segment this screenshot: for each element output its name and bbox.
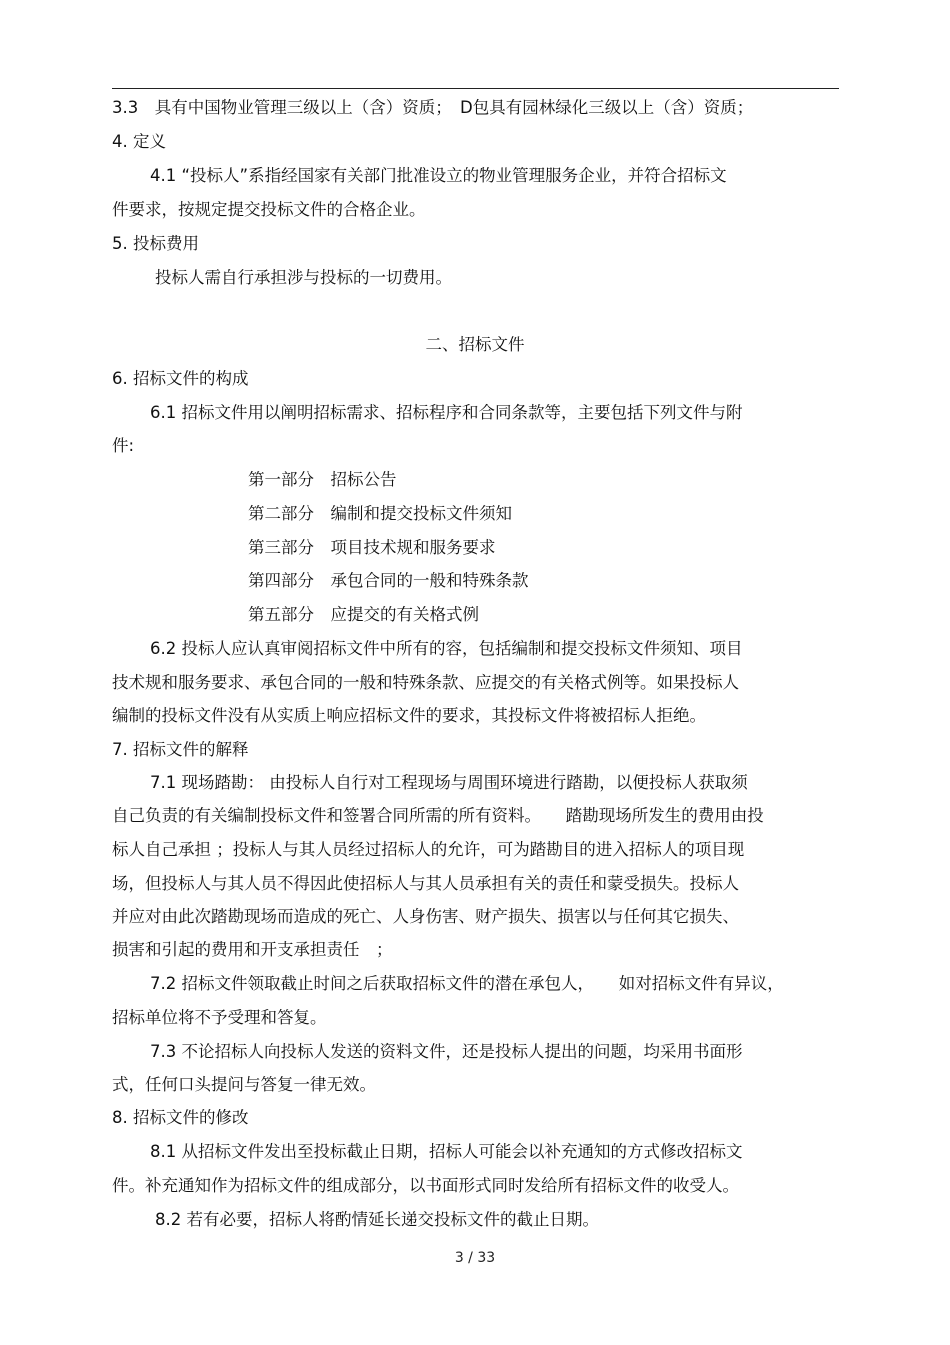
text-line-7-3-cont: 式，任何口头提问与答复一律无效。 [112, 1075, 376, 1094]
text-line-7-2-cont: 招标单位将不予受理和答复。 [112, 1008, 327, 1027]
page-number: 3 / 33 [454, 1250, 496, 1266]
text-line-6-2-cont-1: 技术规和服务要求、承包合同的一般和特殊条款、应提交的有关格式例等。如果投标人 [112, 673, 739, 692]
section-heading-7: 7. 招标文件的解释 [112, 740, 249, 759]
text-line-8-2: 8.2 若有必要，招标人将酌情延长递交投标文件的截止日期。 [155, 1210, 599, 1229]
text-line-6-1-cont: 件: [112, 436, 135, 455]
text-line-8-1-cont: 件。补充通知作为招标文件的组成部分，以书面形式同时发给所有招标文件的收受人。 [112, 1176, 739, 1195]
part-list-item-1: 第一部分 招标公告 [248, 470, 397, 489]
text-line-7-1-cont-5: 损害和引起的费用和开支承担责任 ； [112, 940, 393, 959]
text-line-4-1-cont: 件要求，按规定提交投标文件的合格企业。 [112, 200, 426, 219]
text-line-7-1-cont-3: 场，但投标人与其人员不得因此使招标人与其人员承担有关的责任和蒙受损失。投标人 [112, 874, 739, 893]
part-list-item-2: 第二部分 编制和提交投标文件须知 [248, 504, 512, 523]
text-line-7-1-cont-2: 标人自己承担 ；投标人与其人员经过招标人的允许，可为踏勘目的进入招标人的项目现 [112, 840, 745, 859]
text-line-7-3: 7.3 不论招标人向投标人发送的资料文件，还是投标人提出的问题，均采用书面形 [150, 1042, 743, 1061]
text-line-4-1: 4.1 “投标人”系指经国家有关部门批准设立的物业管理服务企业，并符合招标文 [150, 166, 727, 185]
text-line-6-1: 6.1 招标文件用以阐明招标需求、招标程序和合同条款等，主要包括下列文件与附 [150, 403, 743, 422]
text-line-7-2: 7.2 招标文件领取截止时间之后获取招标文件的潜在承包人， 如对招标文件有异议， [150, 974, 784, 993]
text-line-7-1: 7.1 现场踏勘： 由投标人自行对工程现场与周围环境进行踏勘，以便投标人获取须 [150, 773, 748, 792]
text-line-7-1-cont-1: 自己负责的有关编制投标文件和签署合同所需的所有资料。 踏勘现场所发生的费用由投 [112, 806, 764, 825]
section-heading-6: 6. 招标文件的构成 [112, 369, 249, 388]
text-line-6-2: 6.2 投标人应认真审阅招标文件中所有的容，包括编制和提交投标文件须知、项目 [150, 639, 743, 658]
section-heading-4: 4. 定义 [112, 132, 166, 151]
text-line-8-1: 8.1 从招标文件发出至投标截止日期，招标人可能会以补充通知的方式修改招标文 [150, 1142, 743, 1161]
text-line-7-1-cont-4: 并应对由此次踏勘现场而造成的死亡、人身伤害、财产损失、损害以与任何其它损失、 [112, 907, 739, 926]
part-list-item-5: 第五部分 应提交的有关格式例 [248, 605, 479, 624]
text-line-3-3: 3.3 具有中国物业管理三级以上（含）资质； D包具有园林绿化三级以上（含）资质； [112, 98, 754, 117]
section-heading-8: 8. 招标文件的修改 [112, 1108, 249, 1127]
text-line-5-body: 投标人需自行承担涉与投标的一切费用。 [155, 268, 452, 287]
chapter-title: 二、招标文件 [425, 335, 525, 354]
section-heading-5: 5. 投标费用 [112, 234, 199, 253]
part-list-item-4: 第四部分 承包合同的一般和特殊条款 [248, 571, 529, 590]
header-rule [112, 88, 839, 89]
text-line-6-2-cont-2: 编制的投标文件没有从实质上响应招标文件的要求，其投标文件将被招标人拒绝。 [112, 706, 706, 725]
part-list-item-3: 第三部分 项目技术规和服务要求 [248, 538, 496, 557]
